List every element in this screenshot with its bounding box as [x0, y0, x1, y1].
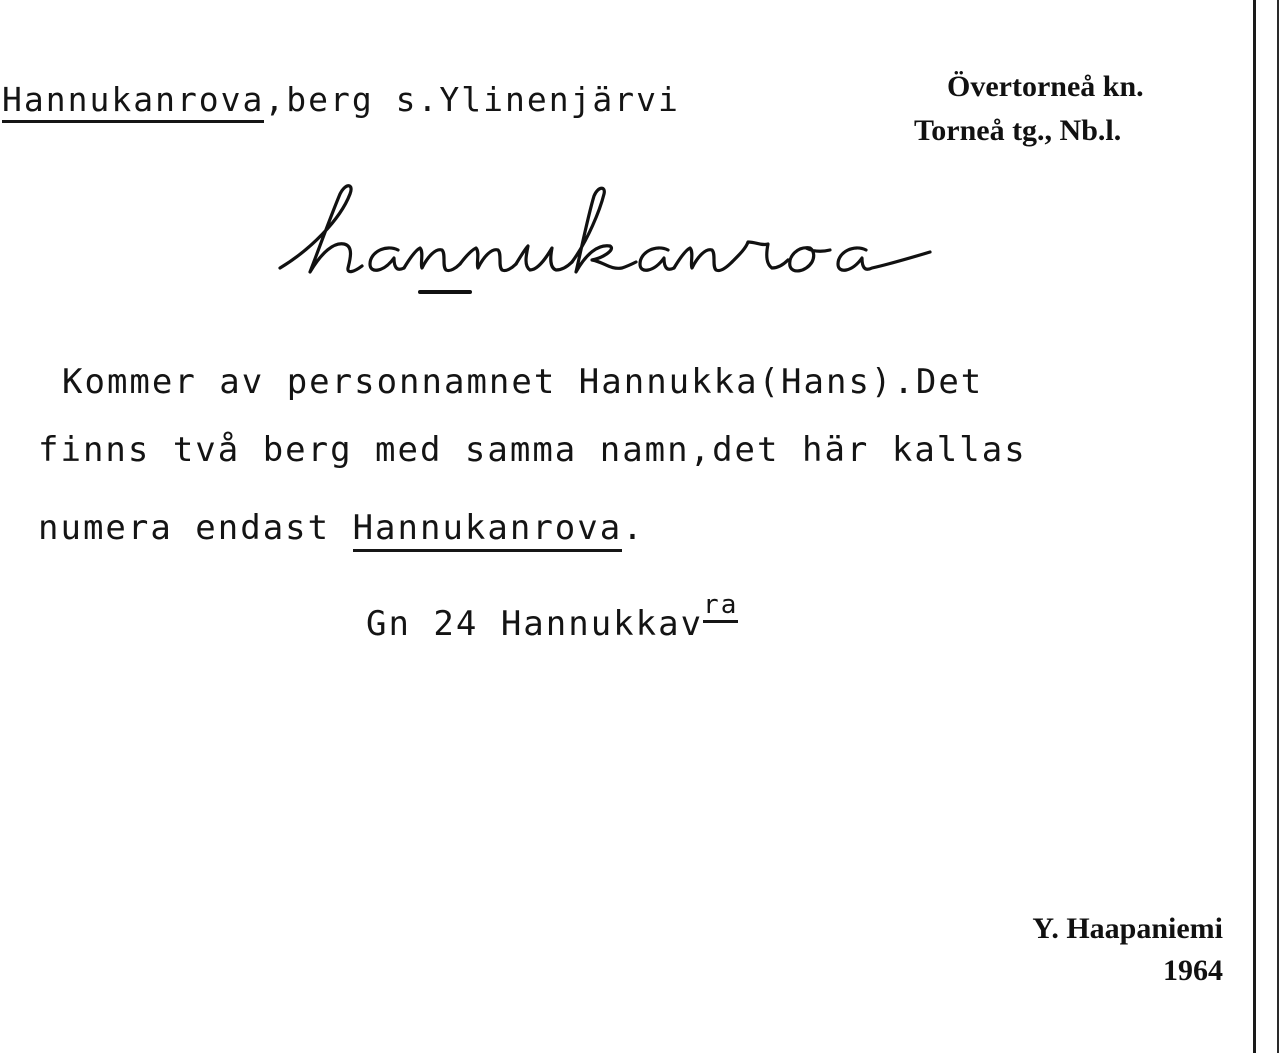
body-place-name: Hannukanrova — [353, 508, 623, 552]
signature-year: 1964 — [1163, 954, 1223, 987]
card-edge-outer — [1277, 0, 1279, 1053]
district-label: Torneå tg., Nb.l. — [914, 114, 1122, 147]
handwritten-name — [270, 180, 970, 310]
body-line-3 — [38, 508, 645, 548]
reference-line — [366, 590, 739, 644]
signature-name: Y. Haapaniemi — [1032, 912, 1223, 945]
reference-main: Gn 24 Hannukkav — [366, 604, 704, 644]
card-edge — [1253, 0, 1256, 1053]
place-description: ,berg s.Ylinenjärvi — [264, 80, 680, 119]
parish-label: Övertorneå kn. — [947, 70, 1144, 103]
header-title — [2, 80, 680, 119]
body-line-2: finns två berg med samma namn,det här kallas — [38, 430, 1027, 470]
place-name: Hannukanrova — [2, 80, 264, 123]
body-line-1: Kommer av personnamnet Hannukka(Hans).Det — [62, 362, 984, 402]
body-line-3-end: . — [622, 508, 645, 548]
body-line-3-lead: numera endast — [38, 508, 353, 548]
reference-superscript: ra — [703, 590, 738, 623]
